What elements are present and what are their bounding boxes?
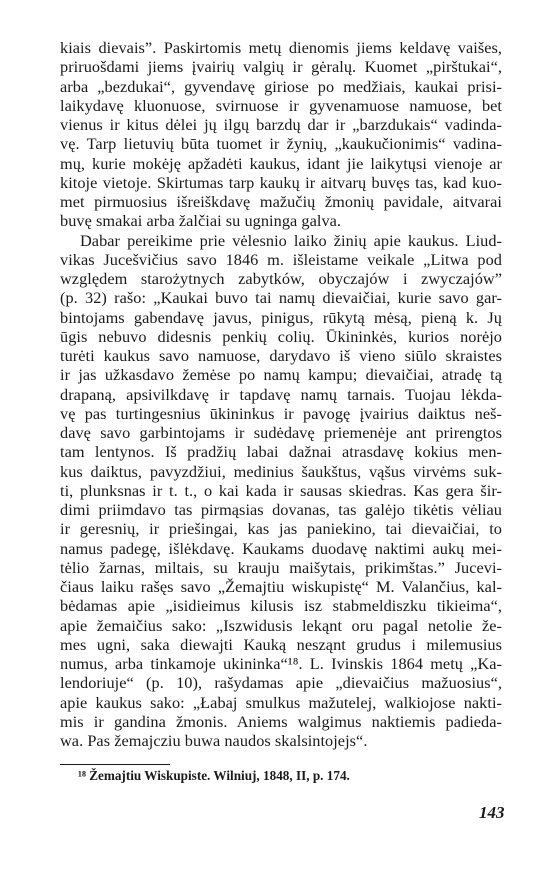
text-line: bėdamas apie „isidieimus kilusis isz stabmeldiszku tikieima“, bbox=[60, 596, 502, 616]
text-line: mų, kurie mokėję apžadėti kaukus, idant jie laikytųsi vienoje ar bbox=[60, 153, 502, 173]
text-line: ti, plunksnas ir t. t., o kai kada ir sausas skiedras. Kas gera šir- bbox=[60, 480, 502, 500]
text-line: tam lentynos. Iš pradžių labai dažnai atrasdavę kokius men- bbox=[60, 442, 502, 462]
paragraph-start-line: Dabar pereikime prie vėlesnio laiko žinių apie kaukus. Liud- bbox=[80, 230, 502, 250]
text-line: buvę smakai arba žalčiai su ugninga galva. bbox=[60, 211, 342, 231]
text-line: laikydavę kluonuose, svirnuose ir gyvenamuose namuose, bet bbox=[60, 95, 502, 115]
footnote: ¹⁸ Žemajtiu Wiskupiste. Wilniuj, 1848, II, p. 174. bbox=[78, 768, 350, 783]
text-line: vę pas turtingesnius ūkininkus ir pavogę įvairius daiktus neš- bbox=[60, 403, 502, 423]
text-line: mes ugni, saka diewajti Kauką nesząnt grudus i milemusius bbox=[60, 634, 502, 654]
text-line: čiaus laiku rašęs savo „Žemajtiu wiskupistę“ M. Valančius, kal- bbox=[60, 577, 502, 596]
text-line: kiais dievais”. Paskirtomis metų dienomis jiems keldavę vaišes, bbox=[60, 38, 502, 57]
text-line: apie kaukus sako: „Łabaj smulkus mažutelej, walkiojose nakti- bbox=[60, 692, 502, 712]
text-line: względem starożytnych zabytków, obyczajów i zwyczajów” bbox=[60, 269, 502, 288]
text-line: arba „bezdukai“, gyvendavę giriose po medžiais, kaukai prisi- bbox=[60, 76, 502, 96]
text-line: drapaną, apsivilkdavę ir tapdavę namų tarnais. Tuojau lėkda- bbox=[60, 384, 502, 404]
text-line: vę. Tarp lietuvių būta tuomet ir žynių, „kaukučionimis“ vadina- bbox=[60, 134, 502, 154]
text-line: namus padegę, išlėkdavę. Kaukams duodavę naktimi aukų mei- bbox=[60, 538, 502, 558]
text-line: ūgis nebuvo didesnis penkių colių. Ūkininkės, kurios norėjo bbox=[60, 326, 502, 346]
text-line: dimi priimdavo tas pirmąsias dovanas, tas galėjo tikėtis vėliau bbox=[60, 500, 502, 519]
text-line: ir jas užkasdavo žemėse po namų kampu; dievaičiai, atradę tą bbox=[60, 365, 502, 385]
footnote-divider bbox=[60, 764, 170, 765]
text-line: lendoriuje“ (p. 10), rašydamas apie „dievaičius mažuosius“, bbox=[60, 673, 502, 693]
page-number: 143 bbox=[479, 803, 505, 822]
text-line: mis ir gandina žmonis. Aniems walgimus naktiemis padieda- bbox=[60, 711, 502, 731]
text-line: priruošdami jiems įvairių valgių ir gėralų. Kuomet „pirštukai“, bbox=[60, 57, 502, 77]
text-line: apie žemaičius sako: „Iszwidusis lekąnt oru pagal netolie že- bbox=[60, 615, 502, 635]
text-line: tėlio žarnas, miltais, su krauju maišytais, prikimštas.” Jucevi- bbox=[60, 557, 502, 577]
text-line: kitoje vietoje. Skirtumas tarp kaukų ir aitvarų buvęs tas, kad kuo- bbox=[60, 172, 502, 192]
text-line: met pirmuosius išreiškdavę mažučių žmonių pavidale, aitvarai bbox=[60, 192, 502, 211]
body-text bbox=[60, 38, 502, 750]
text-line: kus daiktus, pavyzdžiui, medinius šaukštus, vąšus virvėms suk- bbox=[60, 461, 502, 481]
text-line: wa. Pas žemajcziu buwa naudos skalsintojejs“. bbox=[60, 731, 368, 750]
text-line: davę savo garbintojams ir sudėdavę priemenėje ant prirengtos bbox=[60, 423, 502, 442]
text-line: (p. 32) rašo: „Kaukai buvo tai namų dievaičiai, kurie savo gar- bbox=[60, 288, 502, 308]
text-line: ir geresnių, ir priešingai, kas jas paniekino, tai dievaičiai, to bbox=[60, 519, 502, 539]
text-line: vienus ir kitus dėlei jų ilgų barzdų dar ir „barzdukais“ vadinda- bbox=[60, 115, 502, 134]
text-line: numus, arba tinkamoje ukininka“¹⁸. L. Ivinskis 1864 metų „Ka- bbox=[60, 654, 502, 673]
text-line: turėti kaukus savo namuose, darydavo iš vieno siūlo skraistes bbox=[60, 346, 502, 365]
text-line: bintojams gabendavę javus, pinigus, rūkytą mėsą, pieną k. Jų bbox=[60, 307, 502, 327]
text-line: vikas Jucešvičius savo 1846 m. išleistame veikale „Litwa pod bbox=[60, 249, 502, 269]
